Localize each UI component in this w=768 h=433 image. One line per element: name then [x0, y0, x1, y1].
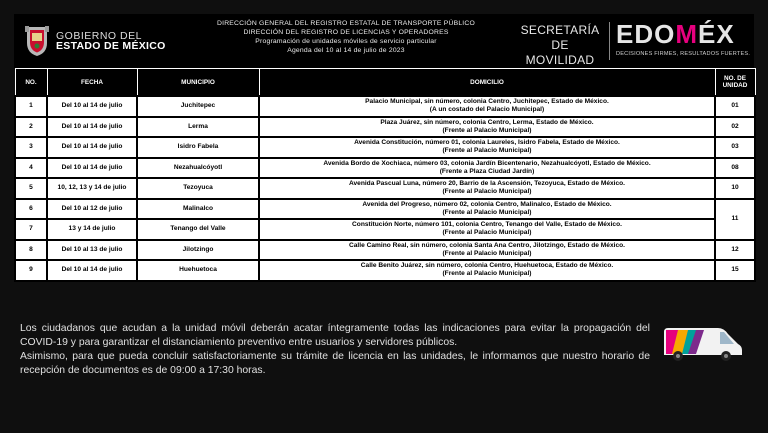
agenda-table [14, 68, 756, 282]
col-header-fecha: FECHA [47, 69, 137, 97]
cell-fecha: Del 10 al 14 de julio [47, 137, 137, 158]
cell-unidad: 08 [715, 158, 755, 179]
domicilio-address: Avenida Pascual Luna, número 20, Barrio de la Ascensión, Tezoyuca, Estado de México. [348, 180, 626, 188]
cell-domicilio [259, 158, 715, 179]
table-row [15, 96, 755, 117]
domicilio-reference: (A un costado del Palacio Municipal) [429, 106, 545, 114]
edomex-tagline: DECISIONES FIRMES, RESULTADOS FUERTES. [616, 51, 751, 57]
cell-unidad: 12 [715, 240, 755, 261]
table-row [15, 219, 755, 240]
cell-fecha: Del 10 al 14 de julio [47, 158, 137, 179]
cell-domicilio [259, 260, 715, 281]
cell-domicilio [259, 240, 715, 261]
cell-fecha: Del 10 al 14 de julio [47, 96, 137, 117]
cell-fecha: Del 10 al 12 de julio [47, 199, 137, 220]
state-shield-icon [24, 25, 50, 57]
cell-municipio: Tezoyuca [137, 178, 259, 199]
secretaria-movilidad-logo [514, 23, 606, 68]
cell-no: 9 [15, 260, 47, 281]
col-header-municipio: MUNICIPIO [137, 69, 259, 97]
edomex-pre: EDO [616, 19, 676, 49]
edomex-accent: M [675, 19, 699, 49]
gov-line-1: GOBIERNO DEL [56, 29, 142, 42]
heading-line-1: DIRECCIÓN GENERAL DEL REGISTRO ESTATAL DE TRANSPORTE PÚBLICO [217, 20, 475, 27]
domicilio-address: Avenida Bordo de Xochiaca, número 03, colonia Jardín Bicentenario, Nezahualcóyotl, Estado de México. [323, 159, 651, 167]
domicilio-reference: (Frente al Palacio Municipal) [442, 229, 532, 237]
cell-municipio: Lerma [137, 117, 259, 138]
cell-fecha: 13 y 14 de julio [47, 219, 137, 240]
domicilio-address: Plaza Juárez, sin número, colonia Centro, Lerma, Estado de México. [380, 118, 594, 126]
cell-domicilio [259, 199, 715, 220]
table-row [15, 240, 755, 261]
domicilio-reference: (Frente al Palacio Municipal) [442, 270, 532, 278]
notice-text [20, 322, 650, 378]
cell-municipio: Huehuetoca [137, 260, 259, 281]
cell-domicilio [259, 137, 715, 158]
cell-no: 8 [15, 240, 47, 261]
cell-no: 5 [15, 178, 47, 199]
logo-divider [609, 22, 610, 60]
domicilio-reference: (Frente al Palacio Municipal) [442, 147, 532, 155]
cell-unidad: 15 [715, 260, 755, 281]
cell-unidad: 03 [715, 137, 755, 158]
document-heading [186, 19, 506, 55]
cell-unidad: 01 [715, 96, 755, 117]
mobile-unit-van-icon [660, 324, 746, 364]
cell-no: 4 [15, 158, 47, 179]
table-header-row [15, 69, 755, 97]
cell-municipio: Nezahualcóyotl [137, 158, 259, 179]
cell-fecha: Del 10 al 14 de julio [47, 260, 137, 281]
edomex-logo [616, 19, 754, 57]
cell-unidad: 02 [715, 117, 755, 138]
domicilio-address: Calle Camino Real, sin número, colonia Santa Ana Centro, Jilotzingo, Estado de México. [348, 241, 625, 249]
table-row [15, 137, 755, 158]
cell-municipio: Juchitepec [137, 96, 259, 117]
edomex-post: ÉX [698, 19, 735, 49]
secretaria-line-1: SECRETARÍA DE [520, 23, 600, 52]
col-header-unidad: NO. DE UNIDAD [715, 69, 755, 97]
domicilio-reference: (Frente al Palacio Municipal) [442, 188, 532, 196]
table-row [15, 178, 755, 199]
gobierno-logo [24, 22, 174, 60]
cell-domicilio [259, 178, 715, 199]
domicilio-address: Avenida Constitución, número 01, colonia Laureles, Isidro Fabela, Estado de México. [354, 139, 620, 147]
cell-fecha: Del 10 al 13 de julio [47, 240, 137, 261]
cell-municipio: Isidro Fabela [137, 137, 259, 158]
heading-line-4: Agenda del 10 al 14 de julio de 2023 [287, 47, 405, 54]
domicilio-address: Constitución Norte, número 101, colonia Centro, Tenango del Valle, Estado de México. [352, 221, 622, 229]
domicilio-reference: (Frente al Palacio Municipal) [442, 208, 532, 216]
table-row [15, 199, 755, 220]
domicilio-address: Palacio Municipal, sin número, colonia Centro, Juchitepec, Estado de México. [365, 98, 609, 106]
col-header-domicilio: DOMICILIO [259, 69, 715, 97]
cell-no: 7 [15, 219, 47, 240]
cell-no: 6 [15, 199, 47, 220]
cell-unidad: 10 [715, 178, 755, 199]
domicilio-reference: (Frente al Palacio Municipal) [442, 249, 532, 257]
notice-paragraph-1: Los ciudadanos que acudan a la unidad móvil deberán acatar íntegramente todas las indicaciones para evitar la propagación del COVID-19 y para garantizar el distanciamiento preventivo entre usuarios y servidores públicos. [20, 323, 650, 348]
notice-paragraph-2: Asimismo, para que pueda concluir satisfactoriamente su trámite de licencia en las unidades, le informamos que nuestro horario de recepción de documentos es de 09:00 a 17:30 horas. [20, 351, 650, 376]
cell-municipio: Malinalco [137, 199, 259, 220]
domicilio-reference: (Frente al Palacio Municipal) [442, 126, 532, 134]
domicilio-reference: (Frente a Plaza Ciudad Jardín) [439, 167, 535, 175]
header-banner [14, 14, 754, 68]
cell-municipio: Tenango del Valle [137, 219, 259, 240]
secretaria-line-2: MOVILIDAD [525, 53, 595, 67]
col-header-no: NO. [15, 69, 47, 97]
domicilio-address: Calle Benito Juárez, sin número, colonia Centro, Huehuetoca, Estado de México. [360, 262, 614, 270]
cell-domicilio [259, 96, 715, 117]
domicilio-address: Avenida del Progreso, número 02, colonia Centro, Malinalco, Estado de México. [362, 200, 612, 208]
cell-no: 3 [15, 137, 47, 158]
cell-fecha: 10, 12, 13 y 14 de julio [47, 178, 137, 199]
cell-fecha: Del 10 al 14 de julio [47, 117, 137, 138]
cell-domicilio [259, 117, 715, 138]
cell-unidad: 11 [715, 199, 755, 240]
table-row [15, 158, 755, 179]
table-row [15, 260, 755, 281]
cell-municipio: Jilotzingo [137, 240, 259, 261]
heading-line-2: DIRECCIÓN DEL REGISTRO DE LICENCIAS Y OPERADORES [243, 29, 449, 36]
table-row [15, 117, 755, 138]
cell-no: 1 [15, 96, 47, 117]
cell-no: 2 [15, 117, 47, 138]
cell-domicilio [259, 219, 715, 240]
heading-line-3: Programación de unidades móviles de servicio particular [255, 38, 437, 45]
gov-line-2: ESTADO DE MÉXICO [56, 40, 166, 52]
